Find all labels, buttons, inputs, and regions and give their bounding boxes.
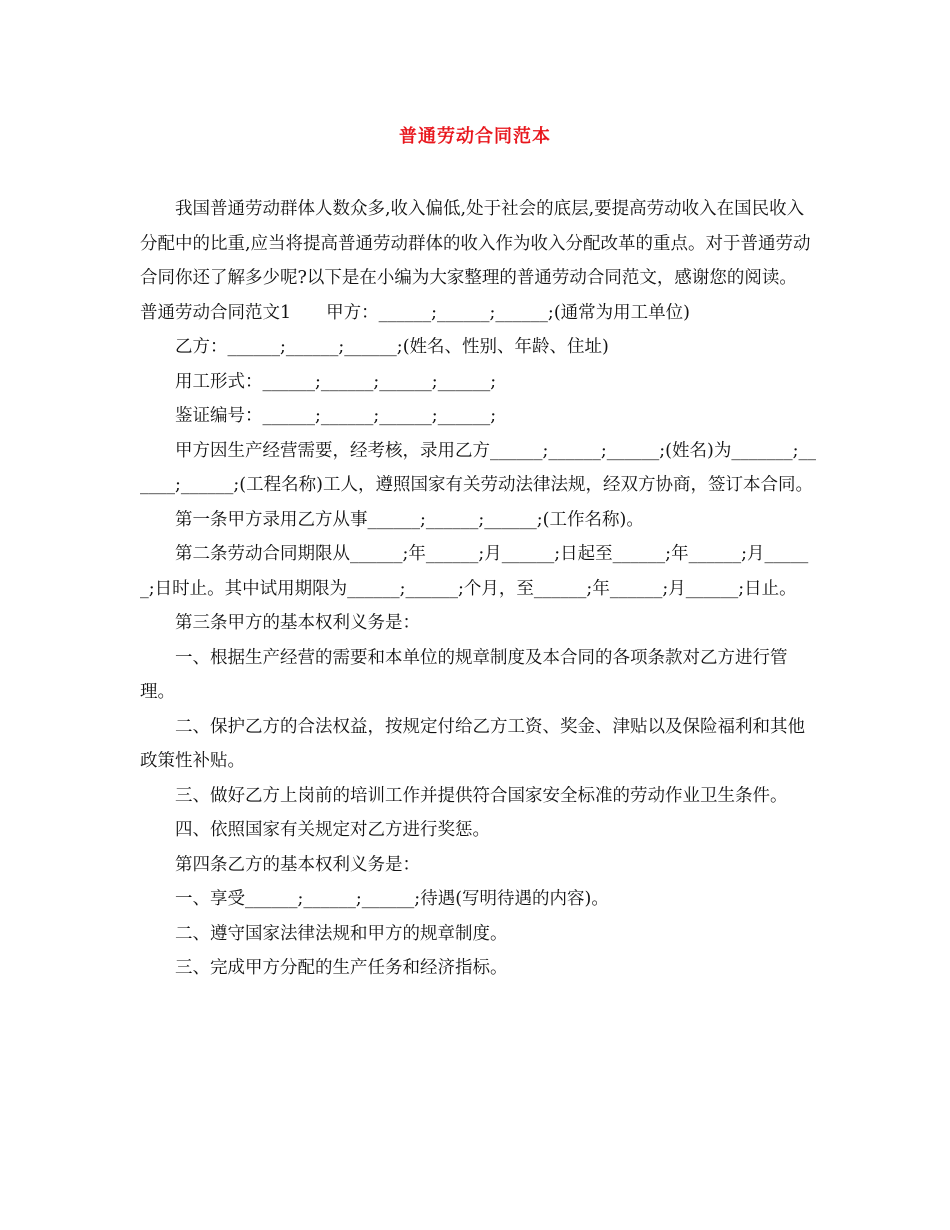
article-four-item-1: 一、享受______;______;______;待遇(写明待遇的内容)。 <box>175 889 609 909</box>
intro-paragraph: 我国普通劳动群体人数众多,收入偏低,处于社会的底层,要提高劳动收入在国民收入分配中的比重,应当将提高普通劳动群体的收入作为收入分配改革的重点。对于普通劳动合同你还了解多少呢?以下是在小编为大家整理的普通劳动合同范文，感谢您的阅读。 <box>140 199 811 288</box>
article-four-heading: 第四条乙方的基本权利义务是： <box>175 854 420 875</box>
article-four-item-2: 二、遵守国家法律法规和甲方的规章制度。 <box>175 923 508 944</box>
article-one: 第一条甲方录用乙方从事______;______;______;(工作名称)。 <box>175 509 644 530</box>
contract-parties-party-a: 普通劳动合同范文1 甲方：______;______;______;(通常为用工单位) <box>140 302 690 323</box>
article-two: 第二条劳动合同期限从______;年______;月______;日起至______;年______;月______;日时止。其中试用期限为______;______;个月，至______;年______;月______;日止。 <box>140 544 809 599</box>
employment-form: 用工形式：______;______;______;______; <box>175 371 497 392</box>
document-body <box>140 192 820 986</box>
article-four-item-3: 三、完成甲方分配的生产任务和经济指标。 <box>175 958 508 978</box>
article-three-item-3: 三、做好乙方上岗前的培训工作并提供符合国家安全标准的劳动作业卫生条件。 <box>175 785 788 806</box>
document-title: 普通劳动合同范本 <box>399 126 551 147</box>
certification-number: 鉴证编号：______;______;______;______; <box>175 406 497 426</box>
hiring-clause: 甲方因生产经营需要，经考核，录用乙方______;______;______;(姓名)为_______;______;______;(工程名称)工人，遵照国家有关劳动法律法规，经双方协商，签订本合同。 <box>140 440 816 495</box>
article-three-item-1: 一、根据生产经营的需要和本单位的规章制度及本合同的各项条款对乙方进行管理。 <box>140 647 788 702</box>
contract-party-b: 乙方：______;______;______;(姓名、性别、年龄、住址) <box>175 337 609 357</box>
article-three-item-4: 四、依照国家有关规定对乙方进行奖惩。 <box>175 820 490 840</box>
article-three-item-2: 二、保护乙方的合法权益，按规定付给乙方工资、奖金、津贴以及保险福利和其他政策性补贴。 <box>140 716 805 771</box>
article-three-heading: 第三条甲方的基本权利义务是： <box>175 613 420 633</box>
